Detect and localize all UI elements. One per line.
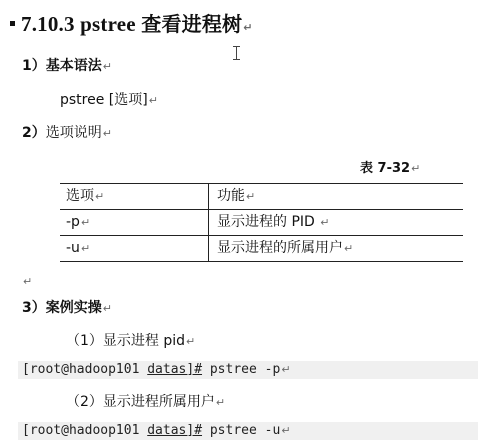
paragraph-mark-icon: ↵ (344, 242, 354, 255)
table-cell-option: -p↵ (60, 210, 209, 236)
section-command: pstree (80, 12, 136, 36)
example-caption-text: （2）显示进程所属用户 (66, 394, 215, 410)
options-table (60, 183, 463, 262)
code-prompt-dir: datas]# (147, 362, 203, 377)
examples-label-text: 3）案例实操 (22, 300, 102, 316)
table-cell-option: -u↵ (60, 236, 209, 262)
table-caption-text: 表 7-32 (360, 161, 411, 176)
options-label-number: 2） (22, 125, 46, 141)
code-command: pstree -u (202, 423, 281, 438)
paragraph-mark-icon: ↵ (411, 162, 421, 175)
paragraph-mark-icon: ↵ (102, 302, 112, 315)
code-prompt-dir: datas]# (147, 423, 203, 438)
code-command: pstree -p (202, 362, 281, 377)
paragraph-mark-icon: ↵ (215, 396, 226, 409)
code-prompt-prefix: [root@hadoop101 (22, 362, 148, 377)
example-caption-text: （1）显示进程 pid (66, 333, 186, 349)
paragraph-mark-icon: ↵ (95, 190, 105, 203)
example-caption (66, 391, 225, 411)
paragraph-mark-icon: ↵ (246, 190, 256, 203)
paragraph-mark-icon: ↵ (320, 216, 330, 229)
syntax-label-text: 1）基本语法 (22, 58, 102, 74)
paragraph-mark-icon: ↵ (23, 275, 33, 288)
options-label (22, 122, 112, 142)
syntax-label (22, 55, 112, 75)
table-header-cell: 选项↵ (60, 184, 209, 210)
section-heading (10, 8, 253, 37)
empty-paragraph (22, 270, 32, 289)
table-cell-function: 显示进程的 PID ↵ (209, 210, 464, 236)
paragraph-mark-icon: ↵ (243, 21, 253, 34)
clipped-previous-line (0, 0, 478, 2)
code-line (18, 361, 478, 379)
section-title: 查看进程树 (141, 12, 243, 36)
table-header-cell: 功能↵ (209, 184, 464, 210)
paragraph-mark-icon: ↵ (102, 127, 112, 140)
table-header-row (60, 184, 463, 210)
heading-bullet (10, 21, 15, 26)
paragraph-mark-icon: ↵ (281, 363, 291, 376)
syntax-usage (60, 89, 158, 109)
table-row (60, 210, 463, 236)
options-label-visible: 选项说明 (45, 125, 102, 141)
example-caption (66, 330, 195, 350)
paragraph-mark-icon: ↵ (281, 424, 291, 437)
text-cursor-icon (236, 46, 237, 60)
code-line (18, 422, 478, 440)
table-row (60, 236, 463, 262)
paragraph-mark-icon: ↵ (148, 94, 158, 107)
table-caption (360, 157, 420, 176)
paragraph-mark-icon: ↵ (80, 242, 91, 255)
paragraph-mark-icon: ↵ (102, 60, 112, 73)
section-number: 7.10.3 (21, 12, 75, 36)
examples-label (22, 297, 112, 317)
table-cell-function: 显示进程的所属用户↵ (209, 236, 464, 262)
code-prompt-prefix: [root@hadoop101 (22, 423, 148, 438)
syntax-usage-text: pstree [选项] (60, 92, 148, 108)
paragraph-mark-icon: ↵ (80, 216, 91, 229)
paragraph-mark-icon: ↵ (186, 335, 196, 348)
